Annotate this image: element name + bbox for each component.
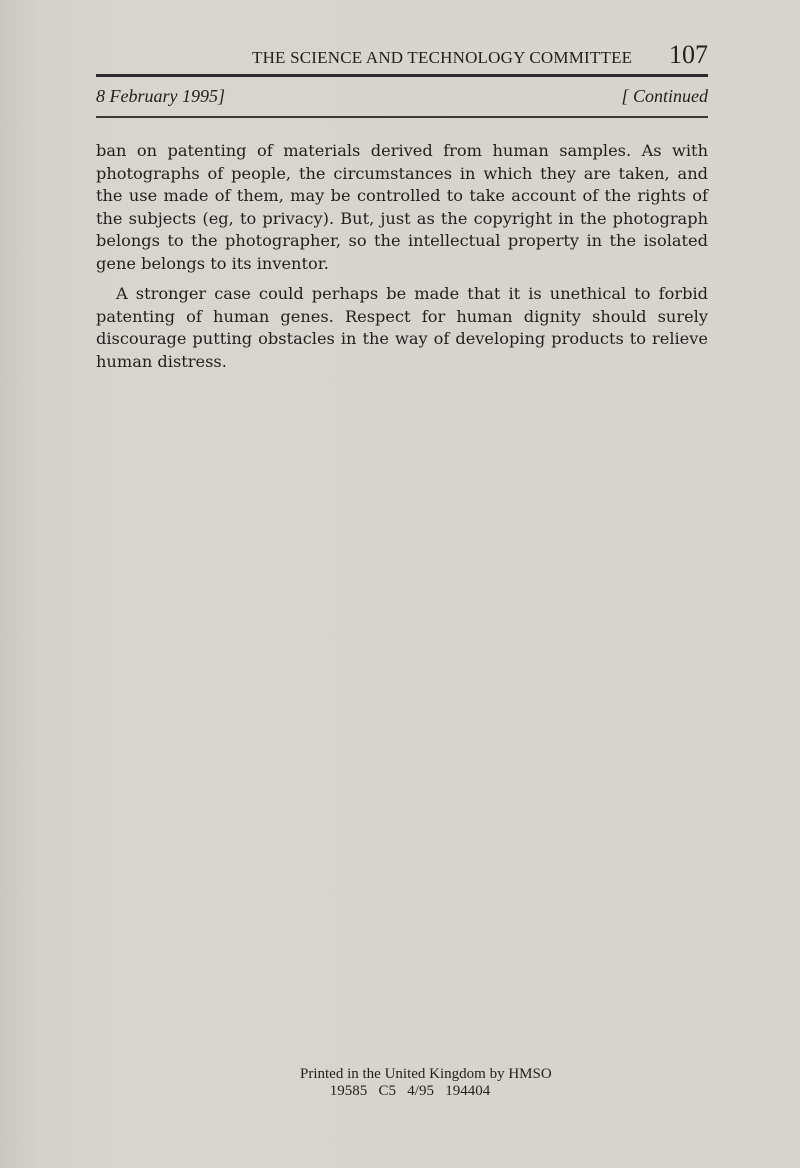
continued-marker: [ Continued [621,86,708,106]
committee-title: THE SCIENCE AND TECHNOLOGY COMMITTEE [252,48,633,67]
header-rule-bottom [96,116,708,118]
print-code-line: 19585 C5 4/95 194404 [329,1083,491,1099]
running-head [96,40,708,76]
header-rule-top [96,74,708,77]
paragraph: A stronger case could perhaps be made that it is unethical to forbid patenting of human genes. Respect for human dignity should surely discourage putting obstacles in the way of developing products to relieve human distress. [96,284,708,371]
page-number: 107 [669,40,708,69]
body-text [96,140,708,381]
date-line: 8 February 1995] [96,86,225,106]
printer-line: Printed in the United Kingdom by HMSO [300,1066,552,1082]
printer-imprint [300,1066,552,1100]
paragraph: ban on patenting of materials derived from human samples. As with photographs of people, the circumstances in which they are taken, and the use made of them, may be controlled to take account of the rights of the subjects (eg, to privacy). But, just as the copyright in the photograph belongs to the photographer, so the intellectual property in the isolated gene belongs to its inventor. [96,141,708,273]
